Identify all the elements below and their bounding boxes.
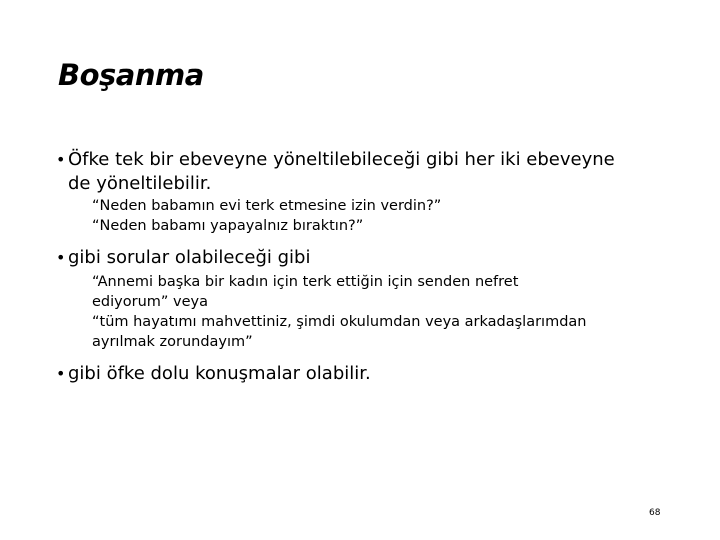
sub-list-1 [92,196,672,236]
bullet-symbol: • [56,248,66,267]
sub-list-2 [92,272,672,352]
sub-2-line-4: ayrılmak zorundayım” [92,334,253,350]
sub-1-line-1: “Neden babamın evi terk etmesine izin verdin?” [92,198,442,214]
page-number: 68 [649,508,661,518]
slide-title: Boşanma [58,58,204,92]
bullet-2 [56,246,686,270]
bullet-1-text: Öfke tek bir ebeveyne yöneltilebileceği gibi her iki ebeveyne [68,149,615,170]
sub-1-line-2: “Neden babamı yapayalnız bıraktın?” [92,218,364,234]
bullet-2-text: gibi sorular olabileceği gibi [68,247,311,268]
bullet-1-line-2: de yöneltilebilir. [68,173,212,194]
sub-2-line-1: “Annemi başka bir kadın için terk ettiğin için senden nefret [92,274,519,290]
bullet-1-line-1 [56,148,686,172]
bullet-3 [56,362,686,386]
sub-2-line-2: ediyorum” veya [92,294,208,310]
bullet-1 [56,148,686,196]
bullet-symbol: • [56,150,66,169]
sub-2-line-3: “tüm hayatımı mahvettiniz, şimdi okulumdan veya arkadaşlarımdan [92,314,587,330]
bullet-3-text: gibi öfke dolu konuşmalar olabilir. [68,363,371,384]
bullet-symbol: • [56,364,66,383]
